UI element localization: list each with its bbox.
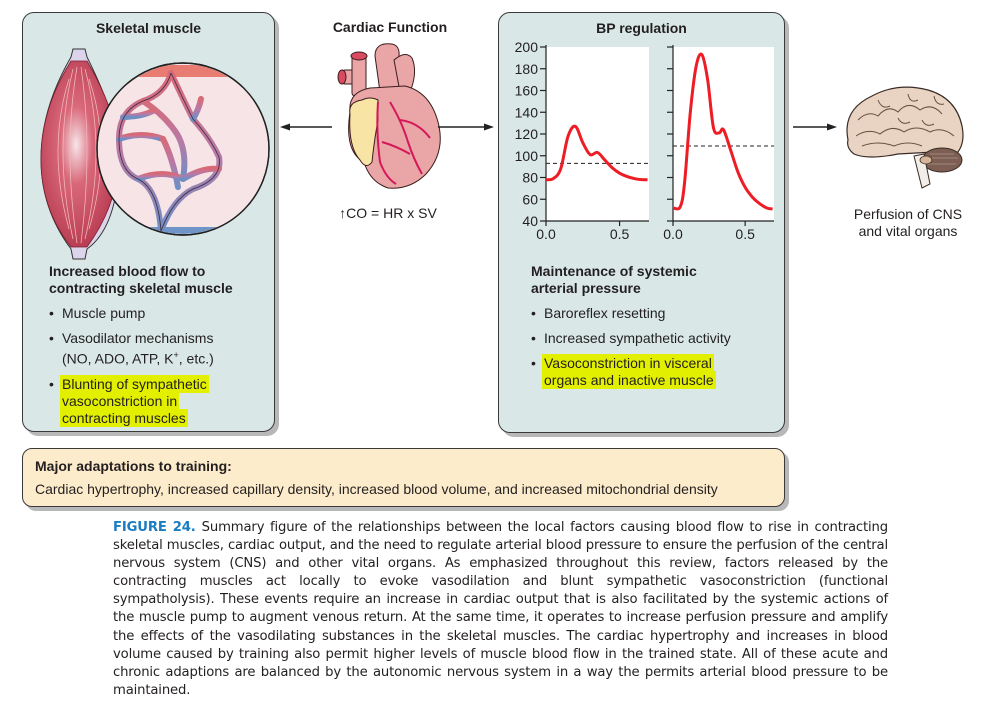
highlighted-text: organs and inactive muscle (544, 372, 714, 388)
skeletal-heading (49, 263, 233, 297)
adaptations-text: Cardiac hypertrophy, increased capillary density, increased blood volume, and increased mitochondrial density (35, 481, 718, 497)
highlighted-text: Blunting of sympathetic (62, 375, 207, 392)
skeletal-heading-line1: Increased blood flow to (49, 263, 206, 279)
capillary-bed-icon (93, 63, 276, 241)
cardiac-function-title: Cardiac Function (332, 19, 448, 35)
caption-text: Summary figure of the relationships between the local factors causing blood flow to rise in contracting skeletal muscles, cardiac output, and the need to regulate arterial blood pressure to ensure the perfusion of the central nervous system (CNS) and other vital organs. As emphasized throughout this review, factors released by the contracting muscles act locally to evoke vasodilation and blunt sympathetic vasoconstriction (functional sympatholysis). These events require an increase in cardiac output that is also facilitated by the systemic actions of the muscle pump to augment venous return. At the same time, it operates to increase perfusion pressure and amplify the effects of the vasodilating substances in the skeletal muscles. The cardiac hypertrophy and increases in blood volume caused by training also permit higher levels of muscle blood flow in the trained state. All of these acute and chronic adaptions are balanced by the autonomic nervous system in a way the permits arterial blood pressure to be maintained. (113, 520, 888, 698)
y-tick-label: 40 (522, 213, 538, 229)
cardiac-output-equation (318, 205, 458, 221)
skeletal-muscle-panel (22, 12, 275, 432)
figure-label: FIGURE 24. (113, 520, 196, 535)
bullet-blunting-highlighted (49, 376, 269, 427)
up-arrow-icon: ↑ (339, 205, 347, 221)
y-tick-label: 100 (514, 147, 538, 164)
bp-heading (531, 263, 697, 297)
bp-waveform-chart (499, 13, 786, 253)
bullet-muscle-pump (49, 305, 269, 322)
bp-bullet-list (531, 305, 781, 397)
skeletal-bullet-list (49, 305, 269, 435)
heart-icon (330, 42, 450, 192)
highlighted-text: contracting muscles (62, 409, 186, 426)
bullet-vasodilator (49, 330, 269, 368)
x-tick-label: 0.5 (609, 226, 630, 242)
y-tick-label: 200 (514, 39, 538, 55)
brain-icon (838, 80, 968, 200)
highlighted-text: Vasoconstriction in visceral (544, 355, 712, 371)
figure-caption (113, 519, 888, 700)
bp-heading-line2: arterial pressure (531, 280, 641, 296)
skeletal-heading-line2: contracting skeletal muscle (49, 280, 233, 296)
y-tick-label: 160 (514, 82, 538, 99)
bp-regulation-panel (498, 12, 785, 433)
x-tick-label: 0.0 (536, 226, 556, 242)
x-tick-label: 0.0 (663, 226, 683, 242)
adaptations-title: Major adaptations to training: (35, 458, 232, 474)
bullet-text: , etc.) (178, 350, 214, 367)
bullet-text: Baroreflex resetting (544, 305, 666, 321)
training-adaptations-box (22, 448, 785, 507)
highlighted-text: vasoconstriction in (62, 392, 178, 409)
y-tick-label: 140 (514, 104, 538, 121)
y-tick-label: 60 (522, 191, 538, 208)
bullet-vasoconstriction-highlighted (531, 355, 781, 389)
bullet-text: (NO, ADO, ATP, K (62, 350, 174, 367)
bullet-baroreflex (531, 305, 781, 322)
y-tick-label: 180 (514, 60, 538, 77)
y-tick-label: 80 (522, 169, 538, 186)
bp-heading-line1: Maintenance of systemic (531, 263, 697, 279)
plot-area (546, 47, 649, 221)
x-tick-label: 0.5 (735, 226, 755, 242)
muscle-capillary-illustration (23, 39, 276, 264)
brain-label-line1: Perfusion of CNS (853, 206, 963, 222)
bullet-text: Increased sympathetic activity (544, 330, 731, 346)
arrow-right-to-bp (438, 122, 494, 132)
brain-label-line2: and vital organs (858, 223, 958, 239)
bullet-text: Muscle pump (62, 305, 146, 321)
bullet-sympathetic (531, 330, 781, 347)
superscript-plus: + (173, 350, 179, 360)
bullet-text: Vasodilator mechanisms (62, 330, 214, 346)
y-tick-label: 120 (514, 126, 538, 142)
equation-text: CO = HR x SV (346, 205, 437, 221)
skeletal-muscle-title: Skeletal muscle (95, 20, 202, 36)
bp-regulation-title: BP regulation (596, 20, 687, 36)
arrow-right-to-brain (793, 122, 837, 132)
brain-perfusion-label (838, 206, 978, 240)
arrow-left-to-skeletal (280, 122, 332, 132)
